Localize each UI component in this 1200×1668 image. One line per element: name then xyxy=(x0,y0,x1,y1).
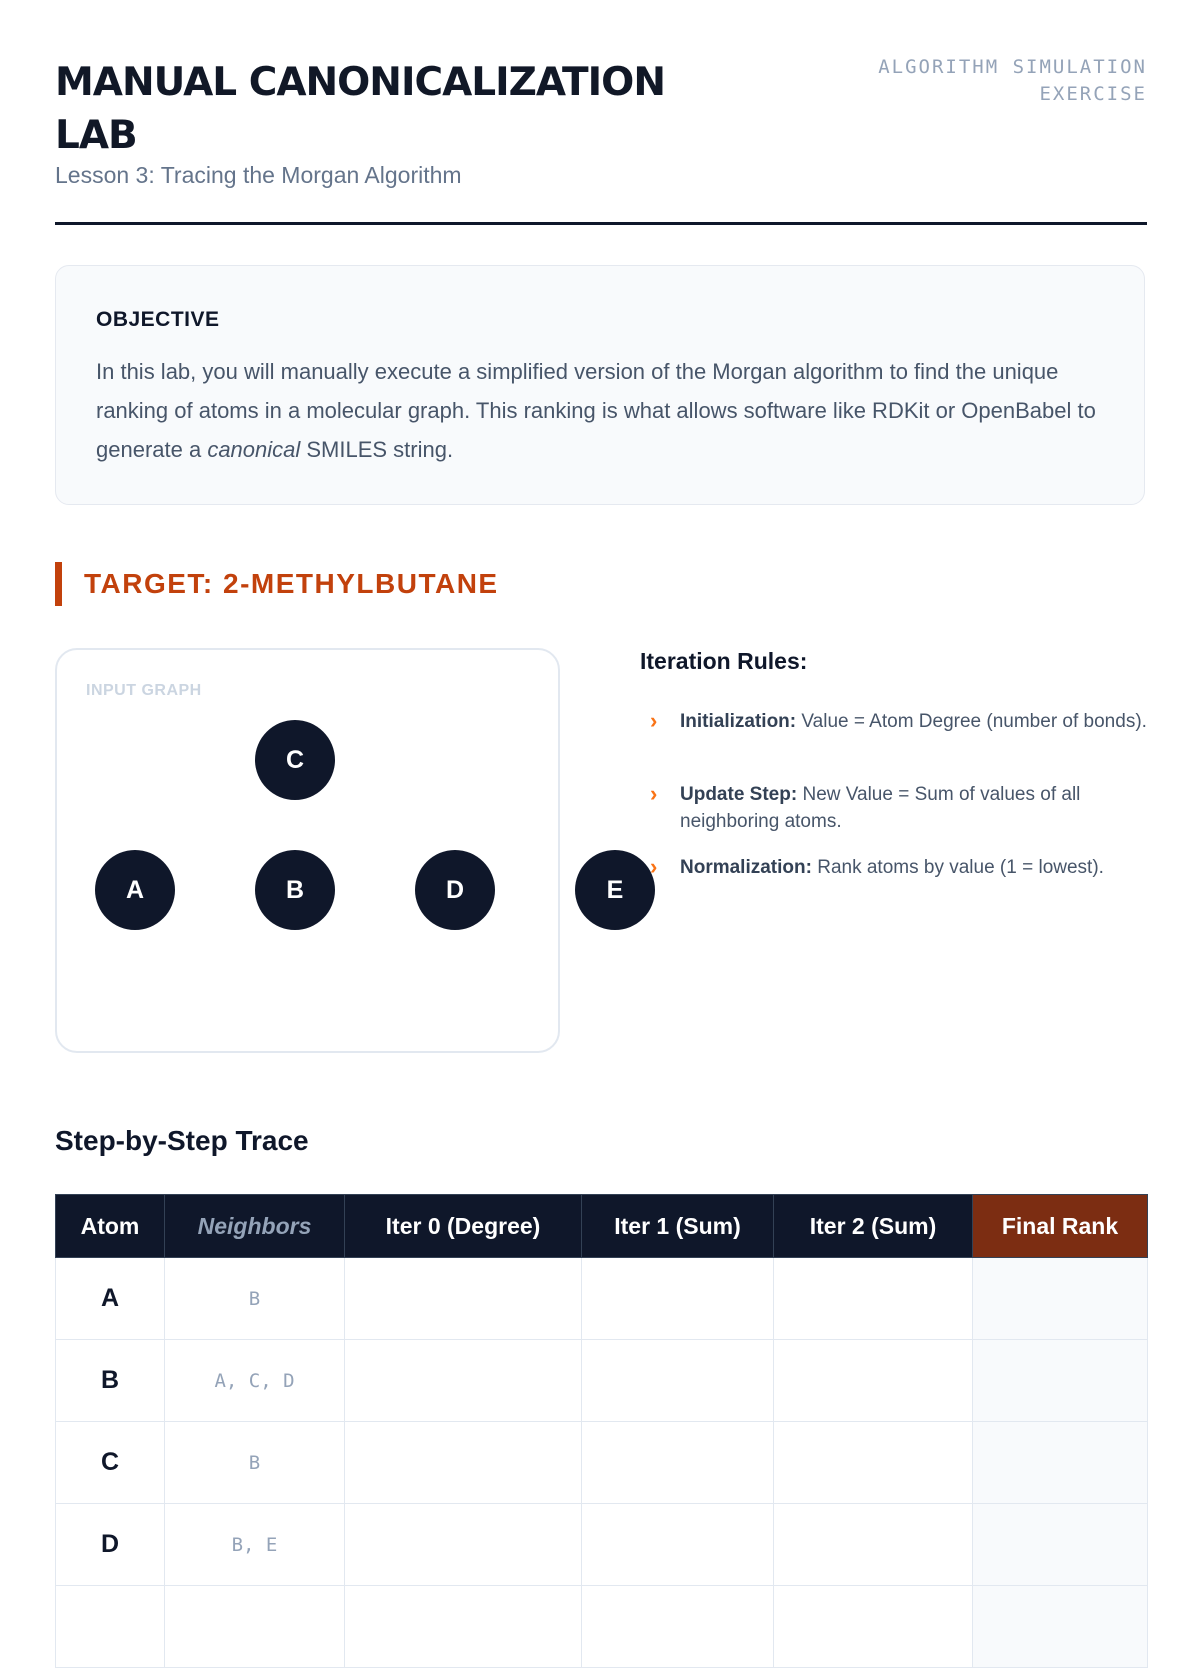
atom-cell: D xyxy=(56,1504,165,1586)
iter2-input-cell[interactable] xyxy=(774,1504,973,1586)
neighbors-cell: A, C, D xyxy=(165,1340,345,1422)
neighbors-cell: B xyxy=(165,1258,345,1340)
rule-text xyxy=(680,781,1150,835)
objective-emphasis: canonical xyxy=(207,437,301,462)
atom-cell: B xyxy=(56,1340,165,1422)
page-subtitle: Lesson 3: Tracing the Morgan Algorithm xyxy=(55,162,462,188)
graph-node-b: B xyxy=(255,850,335,930)
iter0-input-cell[interactable] xyxy=(345,1422,582,1504)
col-header-iter1: Iter 1 (Sum) xyxy=(582,1195,774,1258)
atom-cell: C xyxy=(56,1422,165,1504)
graph-node-d: D xyxy=(415,850,495,930)
neighbors-cell xyxy=(165,1586,345,1668)
trace-header-row xyxy=(56,1195,1148,1258)
graph-label: INPUT GRAPH xyxy=(86,682,202,699)
iter0-input-cell[interactable] xyxy=(345,1586,582,1668)
iter0-input-cell[interactable] xyxy=(345,1258,582,1340)
col-header-final-rank: Final Rank xyxy=(973,1195,1148,1258)
page-title: MANUAL CANONICALIZATION LAB xyxy=(55,60,665,158)
iter2-input-cell[interactable] xyxy=(774,1422,973,1504)
objective-text xyxy=(96,352,1106,469)
table-row xyxy=(56,1258,1148,1340)
iter1-input-cell[interactable] xyxy=(582,1340,774,1422)
atom-cell: A xyxy=(56,1258,165,1340)
col-header-iter2: Iter 2 (Sum) xyxy=(774,1195,973,1258)
objective-text-end: SMILES string. xyxy=(300,437,454,462)
atom-cell xyxy=(56,1586,165,1668)
col-header-atom: Atom xyxy=(56,1195,165,1258)
chevron-right-icon: › xyxy=(650,854,658,879)
col-header-neighbors: Neighbors xyxy=(165,1195,345,1258)
objective-text-part: In this lab, you will manually execute a simplified version of the Morgan algorithm to find the unique ranking of atoms in a molecular graph. This ranking is what allows software like RDKit or OpenBabel to generate a xyxy=(96,359,1096,462)
iter1-input-cell[interactable] xyxy=(582,1258,774,1340)
neighbors-cell: B xyxy=(165,1422,345,1504)
rule-text xyxy=(680,854,1150,881)
objective-box xyxy=(55,265,1145,505)
iter2-input-cell[interactable] xyxy=(774,1586,973,1668)
rules-title: Iteration Rules: xyxy=(640,648,808,674)
table-row xyxy=(56,1422,1148,1504)
rule-description: New Value = Sum of values of all neighboring atoms. xyxy=(680,784,1081,832)
rule-term: Update Step: xyxy=(680,784,798,805)
rule-description: Rank atoms by value (1 = lowest). xyxy=(811,857,1104,878)
final-rank-input-cell[interactable] xyxy=(973,1340,1148,1422)
final-rank-input-cell[interactable] xyxy=(973,1504,1148,1586)
graph-node-e: E xyxy=(575,850,655,930)
rule-term: Initialization: xyxy=(680,711,797,732)
iter0-input-cell[interactable] xyxy=(345,1504,582,1586)
iter1-input-cell[interactable] xyxy=(582,1422,774,1504)
chevron-right-icon: › xyxy=(650,781,658,806)
iter2-input-cell[interactable] xyxy=(774,1340,973,1422)
trace-heading: Step-by-Step Trace xyxy=(55,1125,309,1156)
table-row xyxy=(56,1340,1148,1422)
chevron-right-icon: › xyxy=(650,708,658,733)
exercise-kicker: ALGORITHM SIMULATION EXERCISE xyxy=(878,56,1147,105)
final-rank-input-cell[interactable] xyxy=(973,1258,1148,1340)
iter1-input-cell[interactable] xyxy=(582,1504,774,1586)
trace-table xyxy=(55,1194,1148,1668)
graph-node-a: A xyxy=(95,850,175,930)
final-rank-input-cell[interactable] xyxy=(973,1422,1148,1504)
input-graph-panel xyxy=(55,648,624,1053)
iter1-input-cell[interactable] xyxy=(582,1586,774,1668)
target-heading: TARGET: 2-METHYLBUTANE xyxy=(55,562,499,606)
iter2-input-cell[interactable] xyxy=(774,1258,973,1340)
graph-node-c: C xyxy=(255,720,335,800)
neighbors-cell: B, E xyxy=(165,1504,345,1586)
rule-text xyxy=(680,708,1150,735)
rule-term: Normalization: xyxy=(680,857,812,878)
col-header-iter0: Iter 0 (Degree) xyxy=(345,1195,582,1258)
table-row xyxy=(56,1504,1148,1586)
page-header xyxy=(55,50,1147,225)
iter0-input-cell[interactable] xyxy=(345,1340,582,1422)
table-row xyxy=(56,1586,1148,1668)
rule-description: Value = Atom Degree (number of bonds). xyxy=(796,711,1147,732)
final-rank-input-cell[interactable] xyxy=(973,1586,1148,1668)
objective-heading: OBJECTIVE xyxy=(96,308,220,331)
